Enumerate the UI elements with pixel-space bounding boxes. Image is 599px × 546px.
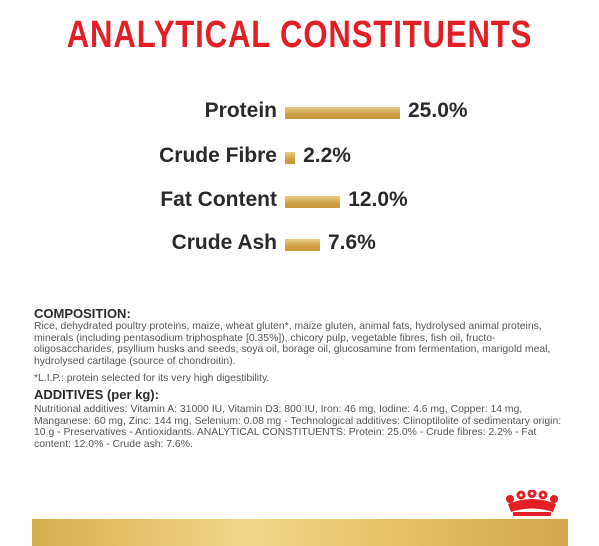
constituents-chart: [0, 0, 599, 270]
composition-heading: COMPOSITION:: [34, 306, 131, 321]
constituent-label: Protein: [204, 99, 277, 122]
composition-note: *L.I.P.: protein selected for its very high digestibility.: [34, 373, 270, 384]
constituent-bar: [285, 152, 295, 164]
constituent-bar: [285, 196, 340, 208]
constituent-row: [0, 97, 599, 129]
constituent-value: 25.0%: [408, 99, 468, 122]
constituent-bar: [285, 239, 320, 251]
constituent-row: [0, 186, 599, 218]
gold-footer-band: [32, 519, 568, 546]
page-title: ANALYTICAL CONSTITUENTS: [66, 14, 533, 56]
constituent-value: 7.6%: [327, 231, 376, 254]
constituent-label: Crude Ash: [171, 231, 277, 254]
constituent-label: Fat Content: [160, 188, 277, 211]
constituent-value: 2.2%: [303, 144, 351, 167]
constituent-row: [0, 142, 599, 174]
additives-heading: ADDITIVES (per kg):: [34, 387, 159, 402]
additives-text: Nutritional additives: Vitamin A: 31000 IU, Vitamin D3: 800 IU, Iron: 46 mg, Iodine: 4.6 mg, Copper: 14 mg, Manganese: 60 mg, Zinc: 144 mg, Selenium: 0.08 mg - Technological additives: Clinoptilolite of sedimentary origin: 10 g - Preservatives - Antioxidants. ANALYTICAL CONSTITUENTS: Protein: 25.0% - Crude fibres: 2.2% - Fat content: 12.0% - Crude ash: 7.6%.: [34, 404, 562, 450]
constituent-bar: [285, 107, 400, 119]
constituent-value: 12.0%: [348, 188, 408, 211]
composition-text: Rice, dehydrated poultry proteins, maize, wheat gluten*, maize gluten, animal fats, hydrolysed animal proteins, minerals (including pentasodium triphosphate [0.35%]), chicory pulp, vegetable fibres, fish oil, fructo-oligosaccharides, psyllium husks and seeds, soya oil, borage oil, glucosamine from fermentation, marigold meal, hydrolysed cartilage (source of chondroitin).: [34, 321, 551, 367]
crown-logo-icon: [504, 490, 560, 520]
constituent-label: Crude Fibre: [159, 144, 277, 167]
constituent-row: [0, 229, 599, 261]
